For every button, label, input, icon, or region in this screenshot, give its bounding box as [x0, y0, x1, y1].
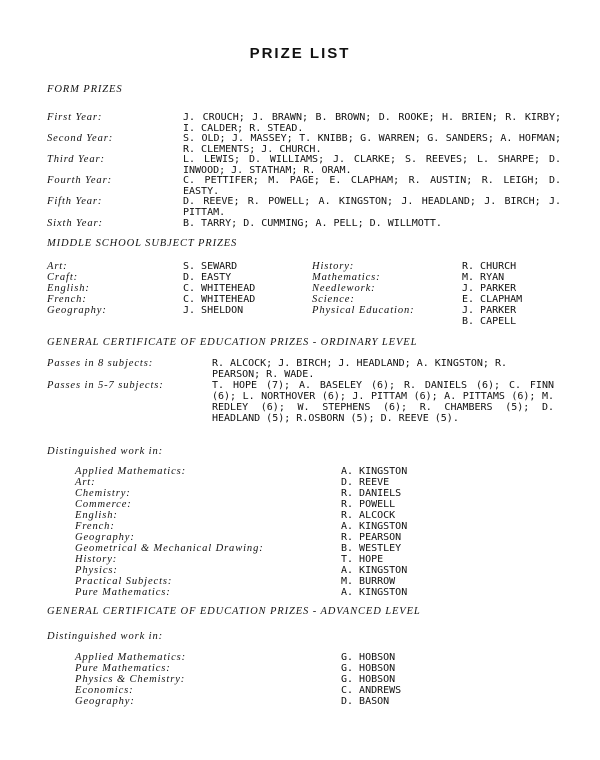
form-prize-names: B. TARRY; D. CUMMING; A. PELL; D. WILLMOTT. — [183, 218, 442, 229]
distinguished-heading: Distinguished work in: — [47, 446, 164, 457]
distinguished-winner: B. WESTLEY — [341, 543, 402, 554]
form-prize-label: First Year: — [47, 112, 103, 123]
middle-school-heading: MIDDLE SCHOOL SUBJECT PRIZES — [47, 238, 238, 249]
distinguished-winner: G. HOBSON — [341, 652, 396, 663]
subject-winner: J. PARKER — [462, 283, 517, 294]
subject-winner: C. WHITEHEAD — [183, 283, 256, 294]
form-prize-label: Second Year: — [47, 133, 114, 144]
subject-label: History: — [312, 261, 355, 272]
distinguished-subject: Art: — [75, 477, 96, 488]
passes-label: Passes in 5-7 subjects: — [47, 380, 164, 391]
distinguished-subject: Physics: — [75, 565, 118, 576]
distinguished-winner: D. BASON — [341, 696, 390, 707]
distinguished-subject: French: — [75, 521, 115, 532]
gce-advanced-heading: GENERAL CERTIFICATE OF EDUCATION PRIZES - ADVANCED LEVEL — [47, 606, 421, 617]
distinguished-heading: Distinguished work in: — [47, 631, 164, 642]
distinguished-winner: G. HOBSON — [341, 663, 396, 674]
form-prize-names: J. CROUCH; J. BRAWN; B. BROWN; D. ROOKE; H. BRIEN; R. KIRBY; I. CALDER; R. STEAD. — [183, 112, 568, 134]
subject-label: Physical Education: — [312, 305, 415, 316]
passes-names: R. ALCOCK; J. BIRCH; J. HEADLAND; A. KINGSTON; R. PEARSON; R. WADE. — [212, 358, 514, 380]
subject-label: English: — [47, 283, 90, 294]
distinguished-subject: Pure Mathematics: — [75, 663, 171, 674]
distinguished-winner: R. ALCOCK — [341, 510, 396, 521]
distinguished-winner: M. BURROW — [341, 576, 396, 587]
form-prize-names: S. OLD; J. MASSEY; T. KNIBB; G. WARREN; G. SANDERS; A. HOFMAN; R. CLEMENTS; J. CHURCH. — [183, 133, 568, 155]
distinguished-winner: R. DANIELS — [341, 488, 402, 499]
subject-winner: J. SHELDON — [183, 305, 244, 316]
passes-names: T. HOPE (7); A. BASELEY (6); R. DANIELS (6); C. FINN (6); L. NORTHOVER (6); J. PITTAM (6); A. PITTAMS (6); M. REDLEY (6); W. STEPHENS (6); R. CHAMBERS (5); D. HEADLAND (5); R.OSBORN (5); D. REEVE (5). — [212, 380, 561, 424]
distinguished-subject: Applied Mathematics: — [75, 466, 187, 477]
distinguished-winner: G. HOBSON — [341, 674, 396, 685]
distinguished-subject: Commerce: — [75, 499, 132, 510]
subject-winner: D. EASTY — [183, 272, 232, 283]
subject-label: Needlework: — [312, 283, 376, 294]
form-prize-label: Fourth Year: — [47, 175, 112, 186]
form-prize-names: L. LEWIS; D. WILLIAMS; J. CLARKE; S. REEVES; L. SHARPE; D. INWOOD; J. STATHAM; R. ORAM. — [183, 154, 568, 176]
subject-label: French: — [47, 294, 87, 305]
distinguished-winner: D. REEVE — [341, 477, 390, 488]
subject-winner: R. CHURCH — [462, 261, 517, 272]
distinguished-winner: C. ANDREWS — [341, 685, 402, 696]
distinguished-subject: Physics & Chemistry: — [75, 674, 186, 685]
distinguished-subject: History: — [75, 554, 118, 565]
subject-label: Mathematics: — [312, 272, 381, 283]
distinguished-subject: Geography: — [75, 532, 135, 543]
distinguished-winner: R. POWELL — [341, 499, 396, 510]
passes-label: Passes in 8 subjects: — [47, 358, 154, 369]
subject-winner: J. PARKER — [462, 305, 517, 316]
distinguished-subject: Geometrical & Mechanical Drawing: — [75, 543, 264, 554]
subject-winner: S. SEWARD — [183, 261, 238, 272]
distinguished-winner: A. KINGSTON — [341, 565, 408, 576]
form-prize-label: Fifth Year: — [47, 196, 103, 207]
distinguished-winner: T. HOPE — [341, 554, 384, 565]
distinguished-subject: Applied Mathematics: — [75, 652, 187, 663]
distinguished-subject: Practical Subjects: — [75, 576, 173, 587]
form-prizes-heading: FORM PRIZES — [47, 84, 123, 95]
subject-label: Craft: — [47, 272, 79, 283]
distinguished-subject: Pure Mathematics: — [75, 587, 171, 598]
subject-winner: B. CAPELL — [462, 316, 517, 327]
distinguished-subject: Chemistry: — [75, 488, 131, 499]
distinguished-winner: A. KINGSTON — [341, 521, 408, 532]
subject-label: Science: — [312, 294, 355, 305]
distinguished-winner: R. PEARSON — [341, 532, 402, 543]
subject-label: Geography: — [47, 305, 107, 316]
subject-winner: C. WHITEHEAD — [183, 294, 256, 305]
distinguished-winner: A. KINGSTON — [341, 466, 408, 477]
form-prize-names: C. PETTIFER; M. PAGE; E. CLAPHAM; R. AUSTIN; R. LEIGH; D. EASTY. — [183, 175, 568, 197]
subject-winner: M. RYAN — [462, 272, 505, 283]
distinguished-subject: English: — [75, 510, 118, 521]
subject-label: Art: — [47, 261, 68, 272]
form-prize-label: Sixth Year: — [47, 218, 103, 229]
form-prize-label: Third Year: — [47, 154, 105, 165]
form-prize-names: D. REEVE; R. POWELL; A. KINGSTON; J. HEADLAND; J. BIRCH; J. PITTAM. — [183, 196, 568, 218]
gce-ordinary-heading: GENERAL CERTIFICATE OF EDUCATION PRIZES - ORDINARY LEVEL — [47, 337, 418, 348]
distinguished-winner: A. KINGSTON — [341, 587, 408, 598]
distinguished-subject: Economics: — [75, 685, 134, 696]
distinguished-subject: Geography: — [75, 696, 135, 707]
subject-winner: E. CLAPHAM — [462, 294, 523, 305]
page-title: PRIZE LIST — [249, 45, 351, 62]
